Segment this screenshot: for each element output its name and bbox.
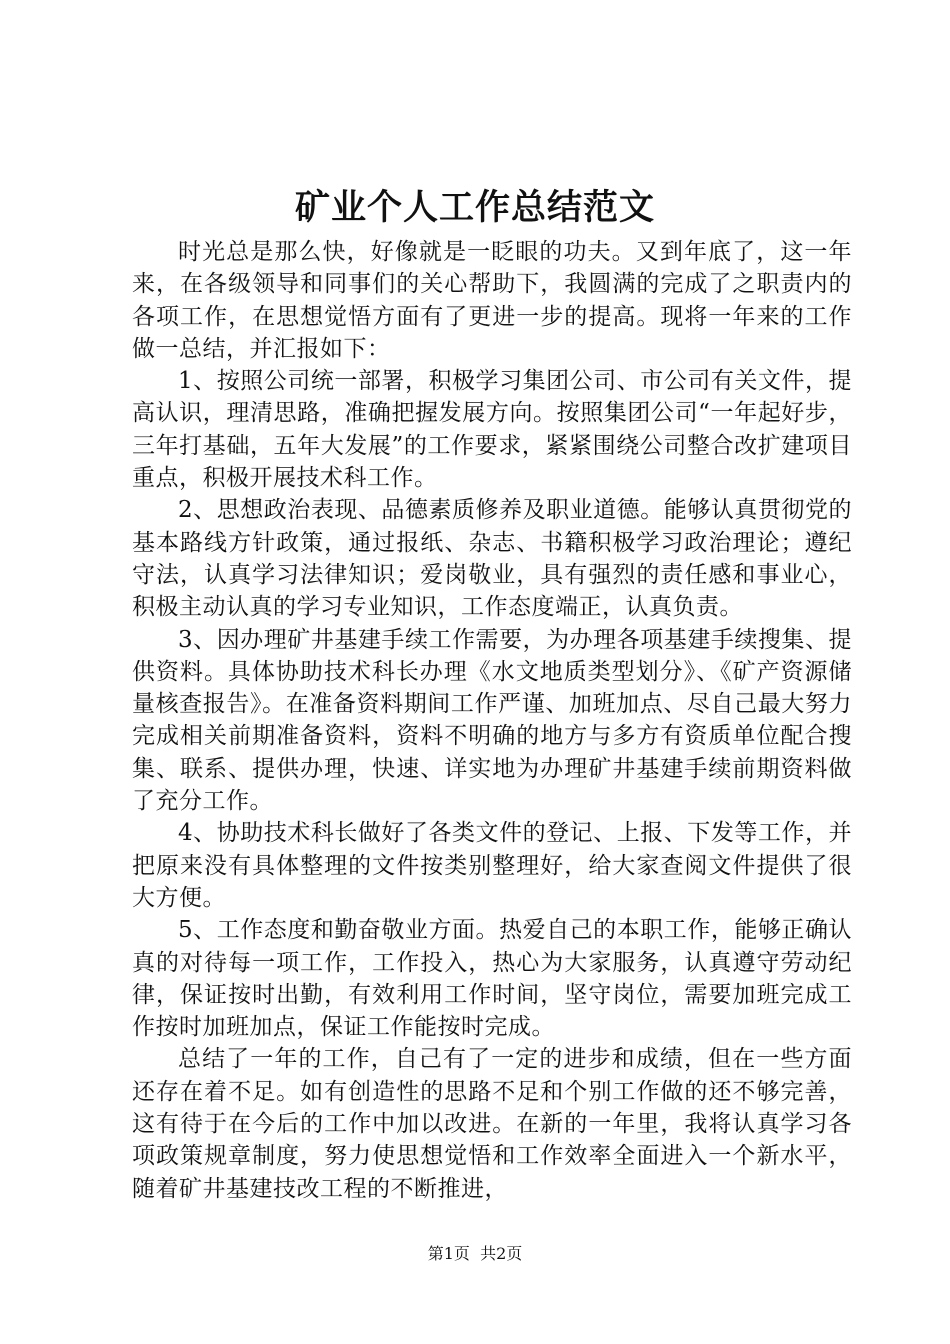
paragraph-intro: 时光总是那么快，好像就是一眨眼的功夫。又到年底了，这一年来，在各级领导和同事们的关心帮助下，我圆满的完成了之职责内的各项工作，在思想觉悟方面有了更进一步的提高。现将一年来的工作做一总结，并汇报如下： (132, 239, 852, 362)
page-total: 共2页 (480, 1244, 523, 1263)
paragraph-item-4: 4、协助技术科长做好了各类文件的登记、上报、下发等工作，并把原来没有具体整理的文件按类别整理好，给大家查阅文件提供了很大方便。 (132, 820, 852, 911)
paragraph-item-1: 1、按照公司统一部署，积极学习集团公司、市公司有关文件，提高认识，理清思路，准确把握发展方向。按照集团公司“一年起好步，三年打基础，五年大发展”的工作要求，紧紧围绕公司整合改扩建项目重点，积极开展技术科工作。 (132, 368, 852, 492)
paragraph-item-5: 5、工作态度和勤奋敬业方面。热爱自己的本职工作，能够正确认真的对待每一项工作，工作投入，热心为大家服务，认真遵守劳动纪律，保证按时出勤，有效利用工作时间，坚守岗位，需要加班完成工作按时加班加点，保证工作能按时完成。 (132, 917, 852, 1041)
paragraph-item-2: 2、思想政治表现、品德素质修养及职业道德。能够认真贯彻党的基本路线方针政策，通过报纸、杂志、书籍积极学习政治理论；遵纪守法，认真学习法律知识；爱岗敬业，具有强烈的责任感和事业心，积极主动认真的学习专业知识，工作态度端正，认真负责。 (132, 497, 852, 621)
page-number: 第1页 (427, 1244, 470, 1263)
document-body (132, 236, 852, 1205)
footer-separator (470, 1244, 480, 1263)
paragraph-summary: 总结了一年的工作，自己有了一定的进步和成绩，但在一些方面还存在着不足。如有创造性的思路不足和个别工作做的还不够完善，这有待于在今后的工作中加以改进。在新的一年里，我将认真学习各项政策规章制度，努力使思想觉悟和工作效率全面进入一个新水平，随着矿井基建技改工程的不断推进， (132, 1046, 852, 1202)
paragraph-item-3: 3、因办理矿井基建手续工作需要，为办理各项基建手续搜集、提供资料。具体协助技术科长办理《水文地质类型划分》、《矿产资源储量核查报告》。在准备资料期间工作严谨、加班加点、尽自己最大努力完成相关前期准备资料，资料不明确的地方与多方有资质单位配合搜集、联系、提供办理，快速、详实地为办理矿井基建手续前期资料做了充分工作。 (132, 626, 852, 815)
page-footer (0, 1243, 950, 1265)
document-title: 矿业个人工作总结范文 (294, 187, 655, 228)
